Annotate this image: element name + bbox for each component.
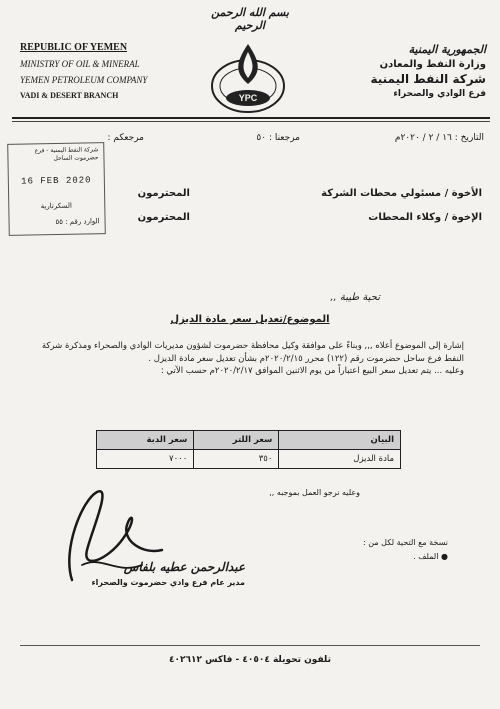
signatory-title: مدير عام فرع وادي حضرموت والصحراء <box>91 578 245 587</box>
stamp-number: الوارد رقم : ٥٥ <box>55 217 100 227</box>
addressee-2: الإخوة / وكلاء المحطات <box>368 212 482 223</box>
en-line-branch: VADI & DESERT BRANCH <box>20 91 119 100</box>
english-letterhead <box>20 40 190 104</box>
price-table <box>96 430 401 469</box>
copy-to-label: نسخة مع التحية لكل من : <box>363 538 448 547</box>
col-liter-price: سعر اللتر <box>194 431 279 450</box>
company-logo <box>206 36 290 120</box>
addressee-2-honorific: المحترمون <box>137 212 190 223</box>
addressee-1: الأخوة / مسئولي محطات الشركة <box>321 188 482 199</box>
body-paragraph: وعليه ... يتم تعديل سعر البيع اعتباراً من يوم الاثنين الموافق ٢٠٢٠/٢/١٧م حسب الآتي : <box>160 366 464 376</box>
received-stamp <box>7 142 106 236</box>
footer-rule <box>20 645 480 646</box>
arabic-letterhead <box>296 42 486 102</box>
ar-line-ministry: وزارة النفط والمعادن <box>379 59 486 70</box>
table-header-row <box>97 431 401 450</box>
stamp-org: شركة النفط اليمنية - فرع حضرموت الساحل <box>34 146 99 163</box>
bismillah: بسم الله الرحمن الرحيم <box>211 6 289 32</box>
ar-line-branch: فرع الوادي والصحراء <box>393 89 486 99</box>
ar-line-company: شركة النفط اليمنية <box>370 72 486 86</box>
copy-to-item: ● الملف . <box>413 552 448 561</box>
en-line-ministry: MINISTRY OF OIL & MINERAL <box>20 59 140 69</box>
letter-body <box>34 340 464 378</box>
our-ref-value: ٥٠ <box>256 133 267 143</box>
addressee-1-honorific: المحترمون <box>137 188 190 199</box>
cell-item: مادة الديزل <box>279 450 401 469</box>
header-rule <box>12 117 490 119</box>
your-ref-field <box>107 133 144 143</box>
your-ref-label: مرجعكم : <box>107 133 144 143</box>
header-rule-thin <box>12 121 490 122</box>
copy-to <box>338 536 448 564</box>
our-ref-field <box>256 133 300 143</box>
table-row <box>97 450 401 469</box>
signatory-name: عبدالرحمن عطيه بلفاس <box>123 560 245 574</box>
logo-text: YPC <box>238 93 258 103</box>
greeting: تحية طيبة ,, <box>330 292 380 303</box>
cell-liter-price: ٣٥٠ <box>194 450 279 469</box>
en-line-country: REPUBLIC OF YEMEN <box>20 42 128 53</box>
col-jerrycan-price: سعر الدبة <box>97 431 194 450</box>
footer-contact: تلفون تحويلة ٤٠٥٠٤ - فاكس ٤٠٢٦١٢ <box>169 655 331 665</box>
col-item: البيان <box>279 431 401 450</box>
our-ref-label: مرجعنا : <box>268 133 300 143</box>
stamp-date: 16 FEB 2020 <box>21 175 92 187</box>
stamp-dept: السكرتارية <box>40 201 72 211</box>
subject-line: الموضوع/تعديل سعر مادة الديزل <box>170 314 330 325</box>
ar-line-country: الجمهورية اليمنية <box>408 43 486 56</box>
date-field <box>395 133 484 143</box>
date-value: ١٦ / ٢ / ٢٠٢٠م <box>394 133 452 143</box>
cell-jerrycan-price: ٧٠٠٠ <box>97 450 194 469</box>
date-label: التاريخ : <box>454 133 484 143</box>
en-line-company: YEMEN PETROLEUM COMPANY <box>20 75 148 85</box>
body-paragraph: إشارة إلى الموضوع أعلاه ,,, وبناءً على موافقة وكيل محافظة حضرموت لشؤون مديريات الوادي والصحراء ومذكرة شركة النفط فرع ساحل حضرموت رقم (١٢٢) محرر ٢٠٢٠/٢/١٥م بشأن تعديل سعر مادة الديزل . <box>41 341 464 364</box>
closing-line: وعليه نرجو العمل بموجبه ,, <box>269 488 360 497</box>
